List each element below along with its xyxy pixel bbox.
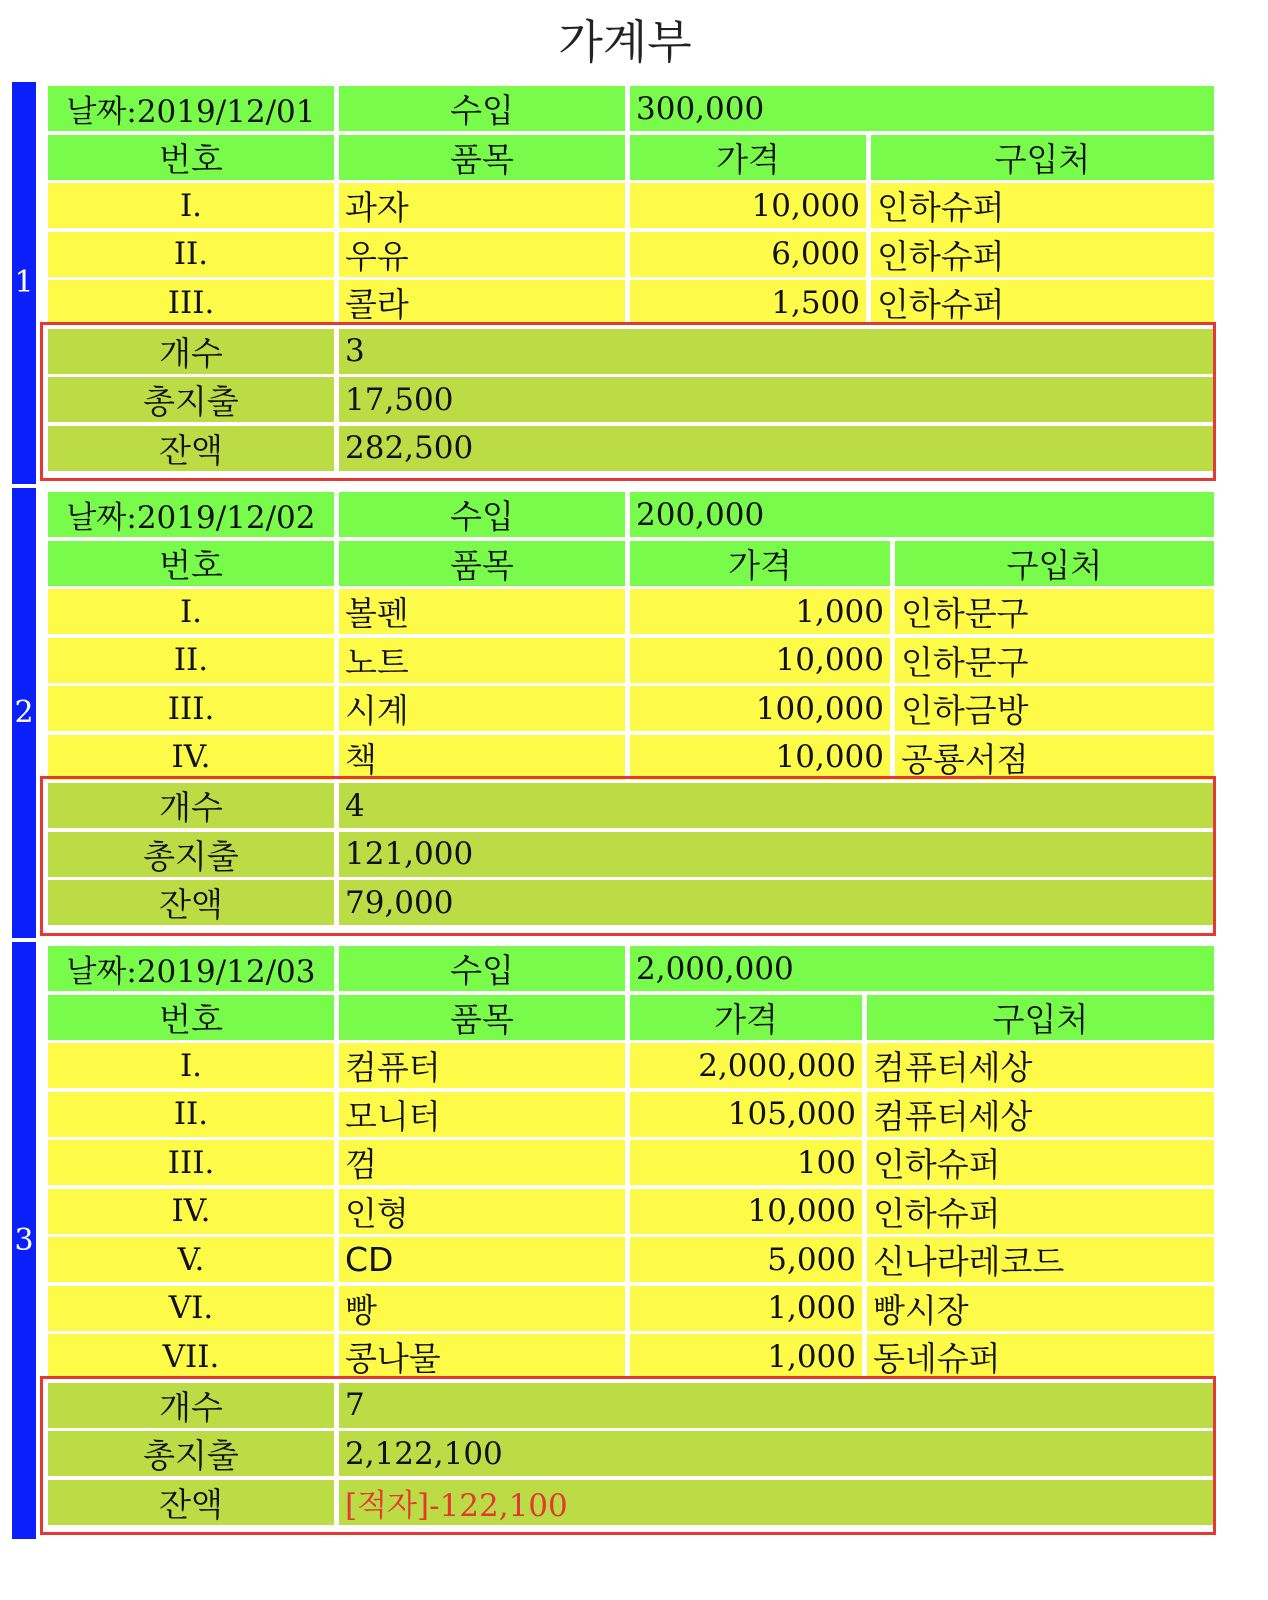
item-number: II. [48,638,334,683]
summary-value: 2,122,100 [339,1431,1214,1476]
item-price: 10,000 [630,183,866,228]
item-store: 인하문구 [895,638,1214,683]
table-header-row [48,541,1214,586]
summary-row [48,1383,1214,1428]
item-store: 인하슈퍼 [871,232,1214,277]
summary-row [48,1431,1214,1476]
header-store: 구입처 [871,135,1214,180]
item-price: 10,000 [630,638,890,683]
item-store: 인하슈퍼 [867,1140,1214,1185]
item-number: VII. [48,1334,334,1379]
income-value: 2,000,000 [630,946,1214,991]
item-name: 컴퓨터 [339,1043,625,1088]
header-item: 품목 [339,541,625,586]
item-price: 1,000 [630,1286,862,1331]
day-block [12,82,1252,484]
table-row [48,1286,1214,1331]
item-store: 공룡서점 [895,735,1214,780]
summary-label: 개수 [48,329,334,374]
table-row [48,1237,1214,1282]
item-name: 모니터 [339,1092,625,1137]
item-price: 1,000 [630,589,890,634]
day-index-number: 3 [14,1222,34,1258]
table-row [48,638,1214,683]
summary-value: 79,000 [339,880,1214,925]
header-price: 가격 [630,135,866,180]
day-index-number: 2 [14,695,34,730]
summary-value: 282,500 [339,426,1214,471]
item-number: I. [48,589,334,634]
date-cell: 날짜:2019/12/03 [48,946,334,991]
date-cell: 날짜:2019/12/02 [48,492,334,537]
item-name: CD [339,1237,625,1282]
item-price: 5,000 [630,1237,862,1282]
item-name: 껌 [339,1140,625,1185]
day-block [12,488,1252,938]
summary-value: 121,000 [339,832,1214,877]
item-number: IV. [48,1189,334,1234]
summary-row [48,783,1214,828]
item-store: 인하슈퍼 [871,183,1214,228]
header-price: 가격 [630,541,890,586]
table-header-row [48,135,1214,180]
table-row [48,1043,1214,1088]
summary-value: 3 [339,329,1214,374]
header-item: 품목 [339,995,625,1040]
header-number: 번호 [48,541,334,586]
summary-label: 잔액 [48,426,334,471]
income-value: 300,000 [630,86,1214,131]
item-store: 빵시장 [867,1286,1214,1331]
item-name: 볼펜 [339,589,625,634]
header-price: 가격 [630,995,862,1040]
item-store: 인하문구 [895,589,1214,634]
item-name: 노트 [339,638,625,683]
table-row [48,183,1214,228]
item-number: II. [48,232,334,277]
date-income-row [48,492,1214,537]
date-cell: 날짜:2019/12/01 [48,86,334,131]
item-name: 책 [339,735,625,780]
table-row [48,1092,1214,1137]
item-price: 100 [630,1140,862,1185]
item-name: 시계 [339,686,625,731]
header-store: 구입처 [867,995,1214,1040]
item-number: I. [48,183,334,228]
income-value: 200,000 [630,492,1214,537]
item-store: 인하금방 [895,686,1214,731]
item-store: 인하슈퍼 [871,280,1214,325]
item-price: 6,000 [630,232,866,277]
table-row [48,1334,1214,1379]
item-store: 컴퓨터세상 [867,1043,1214,1088]
income-label: 수입 [339,492,625,537]
item-price: 1,500 [630,280,866,325]
date-income-row [48,86,1214,131]
summary-row [48,832,1214,877]
summary-row [48,1480,1214,1525]
item-number: I. [48,1043,334,1088]
day-index-number: 1 [14,265,34,300]
header-item: 품목 [339,135,625,180]
summary-label: 총지출 [48,1431,334,1476]
item-number: IV. [48,735,334,780]
date-income-row [48,946,1214,991]
table-header-row [48,995,1214,1040]
header-number: 번호 [48,995,334,1040]
header-store: 구입처 [895,541,1214,586]
table-row [48,232,1214,277]
item-store: 컴퓨터세상 [867,1092,1214,1137]
item-store: 동네슈퍼 [867,1334,1214,1379]
table-row [48,1189,1214,1234]
item-number: III. [48,686,334,731]
item-name: 과자 [339,183,625,228]
summary-row [48,880,1214,925]
table-row [48,1140,1214,1185]
item-price: 10,000 [630,735,890,780]
day-block [12,942,1252,1539]
summary-label: 총지출 [48,377,334,422]
summary-value: [적자]-122,100 [339,1480,1214,1525]
header-number: 번호 [48,135,334,180]
page-title: 가계부 [558,15,692,69]
summary-label: 잔액 [48,1480,334,1525]
item-number: VI. [48,1286,334,1331]
summary-label: 잔액 [48,880,334,925]
table-row [48,735,1214,780]
item-name: 콜라 [339,280,625,325]
item-price: 10,000 [630,1189,862,1234]
item-price: 2,000,000 [630,1043,862,1088]
item-price: 1,000 [630,1334,862,1379]
summary-value: 4 [339,783,1214,828]
item-store: 인하슈퍼 [867,1189,1214,1234]
income-label: 수입 [339,86,625,131]
summary-value: 7 [339,1383,1214,1428]
item-name: 인형 [339,1189,625,1234]
summary-label: 개수 [48,1383,334,1428]
summary-label: 총지출 [48,832,334,877]
item-number: II. [48,1092,334,1137]
item-price: 105,000 [630,1092,862,1137]
item-store: 신나라레코드 [867,1237,1214,1282]
summary-value: 17,500 [339,377,1214,422]
item-name: 우유 [339,232,625,277]
item-price: 100,000 [630,686,890,731]
summary-row [48,377,1214,422]
table-row [48,589,1214,634]
income-label: 수입 [339,946,625,991]
table-row [48,686,1214,731]
item-name: 콩나물 [339,1334,625,1379]
summary-label: 개수 [48,783,334,828]
summary-row [48,329,1214,374]
summary-row [48,426,1214,471]
item-number: III. [48,280,334,325]
table-row [48,280,1214,325]
item-number: III. [48,1140,334,1185]
item-name: 빵 [339,1286,625,1331]
item-number: V. [48,1237,334,1282]
